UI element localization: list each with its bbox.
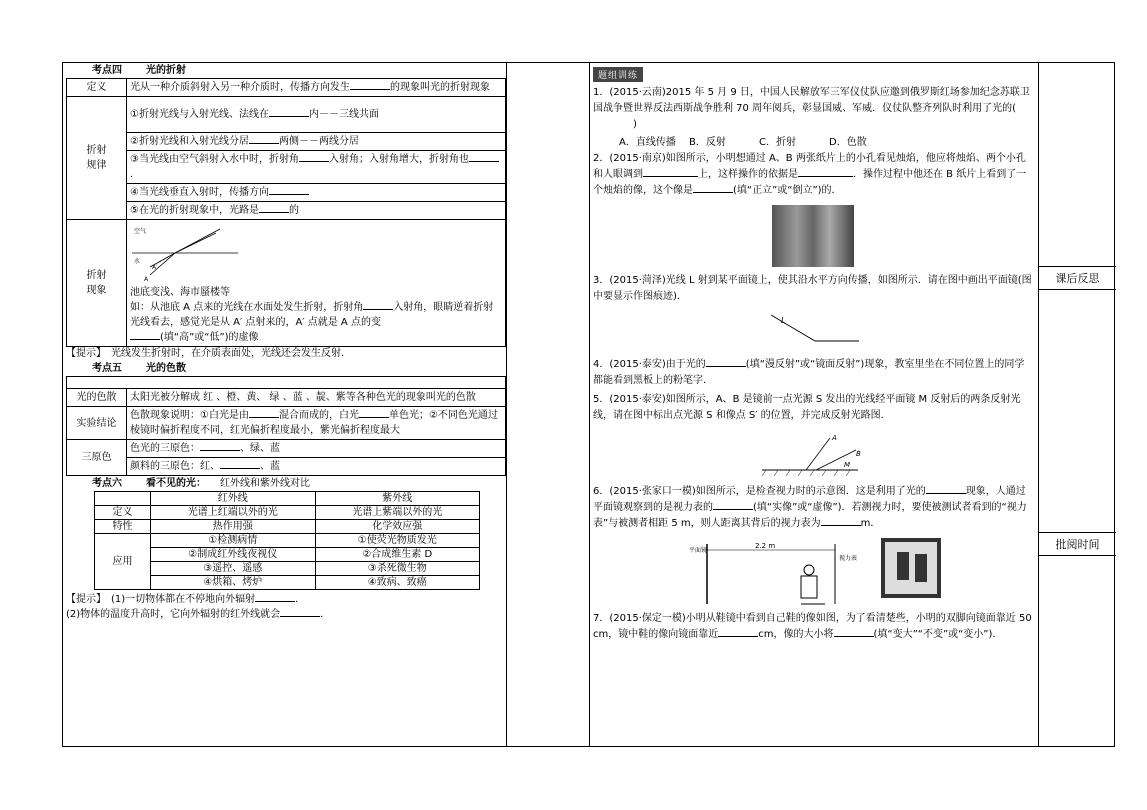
ir-header: 红外线 xyxy=(151,492,316,506)
law-2: ②折射光线和入射光线分居 两侧－－两线分居 xyxy=(127,133,506,151)
phenomenon-explain: 如：从池底 A 点来的光线在水面处发生折射，折射角 入射角，眼睛逆着折射光线看去，感觉光是从 A′ 点射来的，A′ 点就是 A 点的变 (填“高”或“低”)的虚像 xyxy=(130,302,494,343)
question-7: 7．(2015·保定一模)小明从鞋镜中看到自己鞋的像如图，为了看清楚些，小明的双脚向镜面靠近 50 cm，镜中鞋的像向镜面靠近 cm，像的大小将 (填“变大”“不变”或“变小”)． xyxy=(593,613,1032,640)
table-row xyxy=(67,97,506,133)
law-5: ⑤在光的折射现象中，光路是 的 xyxy=(127,202,506,220)
table-row xyxy=(67,133,506,151)
eye-test-figure xyxy=(685,538,858,608)
figure-label-a-prime: A′ xyxy=(152,264,158,271)
pigment-primaries: 颜料的三原色：红、 、蓝 xyxy=(127,458,506,476)
table-row xyxy=(67,440,506,458)
table-row xyxy=(95,492,480,506)
eye-test-chart-label: 视力表 xyxy=(839,555,858,562)
experiment-cell: 色散现象说明：①白光是由 混合而成的，白光 单色光；②不同色光通过棱镜时偏折程度不同，红光偏折程度最小，紫光偏折程度最大 xyxy=(127,407,506,440)
question-4: 4．(2015·泰安)由于光的 (填“漫反射”或“镜面反射”)现象，教室里坐在不同位置上的同学都能看到黑板上的粉笔字． xyxy=(593,359,1025,386)
phenomenon-cell xyxy=(127,220,506,347)
column-divider xyxy=(1038,63,1039,746)
table-row xyxy=(67,407,506,440)
figure-label-air: 空气 xyxy=(134,228,147,235)
ray-label-l: L xyxy=(781,316,786,325)
light-primaries: 色光的三原色： 、绿、蓝 xyxy=(127,440,506,458)
table-row: ④烘箱、烤炉 ④致病、致癌 xyxy=(95,576,480,590)
table-row xyxy=(67,389,506,407)
column-divider xyxy=(506,63,507,746)
question-5: 5．(2015·泰安)如图所示，A、B 是镜前一点光源 S 发出的光线经平面镜 M 反射后的两条反射光线，请在图中标出点光源 S 和像点 S′ 的位置，并完成反射光路图． xyxy=(593,394,1021,421)
question-1-options: A．直线传播 B．反射 C．折射 D．色散 xyxy=(619,137,867,148)
mirror-figure xyxy=(758,430,868,478)
primary-colors-label: 三原色 xyxy=(67,440,127,476)
dispersion-label: 光的色散 xyxy=(67,389,127,407)
section-6-title: 考点六 看不见的光： 红外线和紫外线对比 xyxy=(92,478,310,489)
table-row xyxy=(67,184,506,202)
uv-header: 紫外线 xyxy=(315,492,480,506)
table-row xyxy=(67,151,506,184)
mirror-label-a: A xyxy=(832,434,837,442)
figure-label-a: A xyxy=(144,276,149,283)
definition-cell: 光从一种介质斜射入另一种介质时，传播方向发生 的现象叫光的折射现象 xyxy=(127,79,506,97)
law-4: ④当光线垂直入射时，传播方向 xyxy=(127,184,506,202)
phenomenon-label: 折射 现象 xyxy=(67,220,127,347)
after-class-reflection-label: 课后反思 xyxy=(1039,266,1116,290)
law-1: ①折射光线与入射光线、法线在 内－－三线共面 xyxy=(127,97,506,133)
candle-photo xyxy=(772,205,854,267)
mirror-label-b: B xyxy=(856,450,861,458)
column-divider xyxy=(589,63,590,746)
table-row: 定义 光谱上红端以外的光 光谱上紫端以外的光 xyxy=(95,506,480,520)
refraction-table xyxy=(66,78,506,347)
dispersion-cell: 太阳光被分解成 红 、橙、黄、 绿 、蓝 、靛、紫等各种色光的现象叫光的色散 xyxy=(127,389,506,407)
table-row xyxy=(67,220,506,347)
refraction-figure xyxy=(130,223,240,285)
question-3: 3．(2015·菏泽)光线 L 射到某平面镜上，使其沿水平方向传播，如图所示．请在图中画出平面镜(图中要显示作图痕迹)． xyxy=(593,275,1032,302)
hint-radiation: 【提示】 (1)一切物体都在不停地向外辐射 ． (2)物体的温度升高时，它向外辐射的红外线就会 ． xyxy=(66,594,331,620)
review-time-label: 批阅时间 xyxy=(1039,532,1116,556)
table-row: 应用 ①检测病情 ①使荧光物质发光 xyxy=(95,534,480,548)
experiment-label: 实验结论 xyxy=(67,407,127,440)
law-label: 折射 规律 xyxy=(67,97,127,220)
table-row: ③遥控、遥感 ③杀死微生物 xyxy=(95,562,480,576)
light-ray-figure xyxy=(763,311,863,351)
section-4-title: 考点四 光的折射 xyxy=(92,65,186,76)
eye-test-distance-label: 2.2 m xyxy=(755,542,776,550)
hint-refraction: 【提示】 光线发生折射时，在介质表面处，光线还会发生反射． xyxy=(66,348,351,359)
question-6: 6．(2015·张家口一模)如图所示，是检查视力时的示意图．这是利用了光的 现象，人通过平面镜观察到的是视力表的 (填“实像”或“虚像”)．若测视力时，要使被测试者看到的“视力表”与被测者相距 5 m，则人距离其背后的视力表为 m． xyxy=(593,486,1027,529)
shoe-mirror-photo xyxy=(881,538,941,598)
figures-row xyxy=(593,538,1033,608)
question-2: 2．(2015·南京)如图所示，小明想通过 A、B 两张纸片上的小孔看见烛焰，他应将烛焰、两个小孔和人眼调到 上，这样操作的依据是 ．操作过程中他还在 B 纸片上看到了一个烛焰的像，这个像是 (填“正立”或“倒立”)的． xyxy=(593,153,1027,196)
question-1: 1．(2015·云南)2015 年 5 月 9 日，中国人民解放军三军仪仗队应邀到俄罗斯红场参加纪念苏联卫国战争暨世界反法西斯战争胜利 70 周年阅兵，彰显国威、军威．仪仗队整齐列队时利用了光的() xyxy=(593,87,1030,130)
phenomenon-examples: 池底变浅、海市蜃楼等 xyxy=(130,287,230,298)
ir-uv-table xyxy=(94,491,480,590)
figure-label-water: 水 xyxy=(134,258,141,265)
eye-test-mirror-label: 平面镜 xyxy=(689,547,708,554)
page-frame xyxy=(62,62,1115,747)
definition-label: 定义 xyxy=(67,79,127,97)
law-3: ③当光线由空气斜射入水中时，折射角 入射角；入射角增大，折射角也． xyxy=(127,151,506,184)
dispersion-table xyxy=(66,376,506,476)
right-column xyxy=(593,67,1033,643)
left-column xyxy=(66,63,506,622)
table-row: ②制成红外线夜视仪 ②合成维生素 D xyxy=(95,548,480,562)
table-row xyxy=(67,79,506,97)
section-5-title: 考点五 光的色散 xyxy=(92,363,186,374)
table-row: 特性 热作用强 化学效应强 xyxy=(95,520,480,534)
table-row xyxy=(67,458,506,476)
mirror-label-m: M xyxy=(844,461,851,469)
table-row xyxy=(67,202,506,220)
exercise-badge: 题组训练 xyxy=(593,67,643,82)
table-row xyxy=(67,377,506,389)
